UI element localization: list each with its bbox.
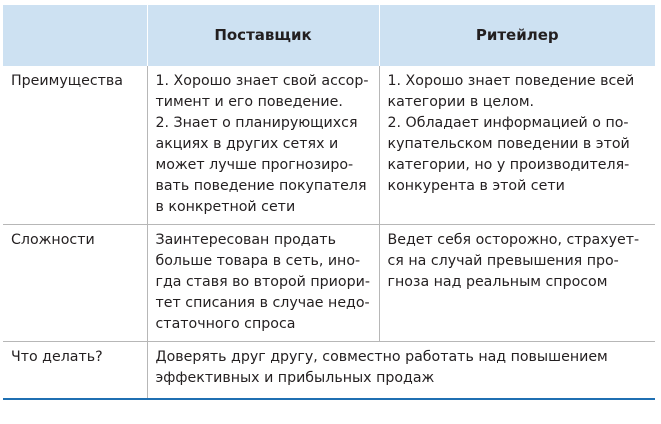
cell-difficulties-retailer bbox=[379, 225, 655, 342]
text-line: ся на случай превышения про- bbox=[387, 253, 619, 269]
header-supplier: Поставщик bbox=[147, 5, 379, 66]
text-line: в конкретной сети bbox=[155, 199, 296, 215]
cell-advantages-retailer bbox=[379, 66, 655, 225]
row-advantages bbox=[3, 66, 655, 225]
table-body bbox=[3, 66, 655, 399]
row-label-advantages: Преимущества bbox=[3, 66, 147, 225]
text-line: гда ставя во второй приори- bbox=[155, 274, 370, 290]
header-empty bbox=[3, 5, 147, 66]
row-label-what-to-do: Что делать? bbox=[3, 342, 147, 400]
text-line: Заинтересован продать bbox=[155, 232, 336, 248]
row-what-to-do bbox=[3, 342, 655, 400]
text-line: конкурента в этой сети bbox=[387, 178, 565, 194]
row-difficulties bbox=[3, 225, 655, 342]
text-line: больше товара в сеть, ино- bbox=[155, 253, 361, 269]
text-line: категории, но у производителя- bbox=[387, 157, 630, 173]
text-line: акциях в других сетях и bbox=[155, 136, 339, 152]
text-line: статочного спроса bbox=[155, 316, 296, 332]
text-line: может лучше прогнозиро- bbox=[155, 157, 354, 173]
cell-difficulties-supplier bbox=[147, 225, 379, 342]
text-line: эффективных и прибыльных продаж bbox=[155, 370, 435, 386]
header-row bbox=[3, 5, 655, 66]
text-line: Ведет себя осторожно, страхует- bbox=[387, 232, 640, 248]
text-line: 2. Знает о планирующихся bbox=[155, 115, 358, 131]
row-label-difficulties: Сложности bbox=[3, 225, 147, 342]
text-line: категории в целом. bbox=[387, 94, 535, 110]
text-line: 1. Хорошо знает поведение всей bbox=[387, 73, 635, 89]
text-line: Доверять друг другу, совместно работать над повышением bbox=[155, 349, 608, 365]
header-retailer: Ритейлер bbox=[379, 5, 655, 66]
text-line: 2. Обладает информацией о по- bbox=[387, 115, 629, 131]
text-line: вать поведение покупателя bbox=[155, 178, 367, 194]
cell-advantages-supplier bbox=[147, 66, 379, 225]
cell-what-to-do-merged bbox=[147, 342, 655, 400]
comparison-table bbox=[3, 5, 655, 400]
text-line: тимент и его поведение. bbox=[155, 94, 343, 110]
text-line: тет списания в случае недо- bbox=[155, 295, 370, 311]
text-line: купательском поведении в этой bbox=[387, 136, 630, 152]
text-line: гноза над реальным спросом bbox=[387, 274, 608, 290]
text-line: 1. Хорошо знает свой ассор- bbox=[155, 73, 369, 89]
table-header bbox=[3, 5, 655, 66]
